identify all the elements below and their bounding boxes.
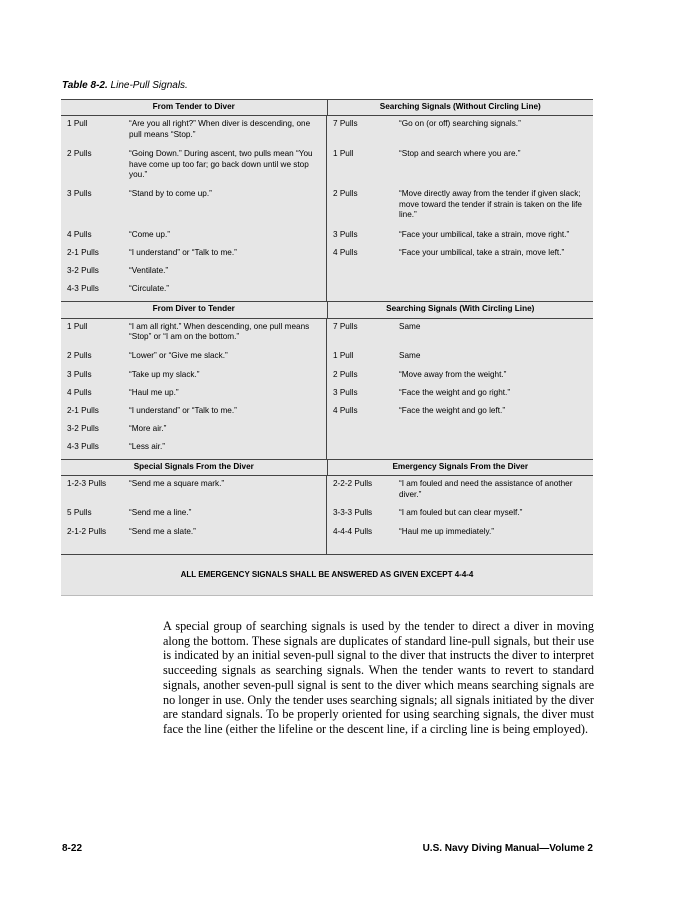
table-row [61, 406, 326, 424]
signal-pulls: 3-2 Pulls [67, 423, 99, 433]
signal-meaning: “Face your umbilical, take a strain, move left.” [399, 248, 565, 258]
table-row [61, 322, 326, 351]
table-row [327, 479, 593, 508]
table-title: Line-Pull Signals. [110, 80, 188, 91]
table-section [61, 476, 593, 555]
signal-meaning: “Stop and search where you are.” [399, 149, 521, 159]
line-pull-signals-table [61, 99, 593, 596]
column-header-left: Special Signals From the Diver [61, 460, 328, 475]
signal-meaning: “Go on (or off) searching signals.” [399, 119, 521, 129]
table-note: ALL EMERGENCY SIGNALS SHALL BE ANSWERED AS GIVEN EXCEPT 4-4-4 [61, 555, 593, 596]
column-header-right: Searching Signals (Without Circling Line) [379, 102, 541, 111]
signal-meaning: “Come up.” [129, 230, 170, 240]
table-row [61, 370, 326, 388]
signal-meaning: “Send me a line.” [129, 508, 192, 518]
table-row [327, 406, 593, 424]
signal-meaning: “Are you all right?” When diver is descending, one pull means “Stop.” [129, 119, 311, 139]
table-row [61, 527, 326, 540]
page-number: 8-22 [62, 843, 83, 854]
signal-pulls: 7 Pulls [333, 321, 358, 331]
right-column [327, 476, 593, 554]
signal-meaning: “Face the weight and go left.” [399, 405, 506, 415]
signal-meaning: “I understand” or “Talk to me.” [129, 405, 237, 415]
signal-pulls: 4-3 Pulls [67, 284, 99, 294]
signal-pulls: 4-4-4 Pulls [333, 527, 373, 537]
column-header-left: From Tender to Diver [61, 100, 328, 115]
table-row [61, 388, 326, 406]
table-row [327, 248, 593, 266]
signal-meaning: “Haul me up.” [129, 387, 179, 397]
table-row [61, 189, 326, 230]
table-row [61, 508, 326, 527]
section-header [61, 100, 593, 116]
table-row [61, 351, 326, 370]
table-section [61, 116, 593, 302]
document-title: U.S. Navy Diving Manual—Volume 2 [422, 843, 593, 854]
signal-pulls: 7 Pulls [333, 119, 358, 129]
signal-meaning: “Send me a square mark.” [129, 479, 225, 489]
signal-pulls: 2-1-2 Pulls [67, 527, 107, 537]
table-row [327, 189, 593, 230]
table-row [327, 351, 593, 370]
right-column [327, 319, 593, 459]
signal-pulls: 2 Pulls [333, 369, 358, 379]
signal-pulls: 4-3 Pulls [67, 441, 99, 451]
signal-pulls: 5 Pulls [67, 508, 92, 518]
signal-meaning: “Face the weight and go right.” [399, 387, 511, 397]
signal-meaning: “Less air.” [129, 441, 165, 451]
signal-meaning: “Circulate.” [129, 284, 170, 294]
table-row [327, 119, 593, 149]
signal-meaning: “I am fouled and need the assistance of another diver.” [399, 479, 573, 499]
column-header-right: Searching Signals (With Circling Line) [386, 304, 535, 314]
signal-meaning: “Move directly away from the tender if given slack; move toward the tender if strain is taken on the life line.” [399, 189, 582, 220]
table-row [61, 284, 326, 297]
signal-meaning: “Face your umbilical, take a strain, move right.” [399, 230, 570, 240]
table-row [61, 442, 326, 455]
table-row [61, 266, 326, 284]
signal-meaning: “I am fouled but can clear myself.” [399, 508, 523, 518]
table-caption [62, 80, 188, 91]
body-paragraph: A special group of searching signals is used by the tender to direct a diver in moving along the bottom. These signals are duplicates of standard line-pull signals, but their use is indicated by an initial seven-pull signal to the diver that instructs the diver to interpret succeeding signals as searching signals. When the tender wants to revert to standard signals, another seven-pull signal is sent to the diver which means searching signals are no longer in use. Only the tender uses searching signals; all signals initiated by the diver are standard signals. To be properly oriented for using searching signals, the diver must face the line (either the lifeline or the descent line, if a circling line is being employed). [163, 619, 594, 736]
signal-pulls: 2-1 Pulls [67, 405, 99, 415]
signal-pulls: 3 Pulls [67, 189, 92, 199]
signal-pulls: 4 Pulls [333, 405, 358, 415]
signal-meaning: “I understand” or “Talk to me.” [129, 248, 237, 258]
signal-pulls: 2 Pulls [67, 149, 92, 159]
signal-pulls: 2 Pulls [333, 189, 358, 199]
signal-meaning: “Move away from the weight.” [399, 369, 507, 379]
signal-pulls: 1-2-3 Pulls [67, 479, 107, 489]
signal-meaning: Same [399, 350, 421, 360]
table-row [327, 388, 593, 406]
section-header [61, 302, 593, 318]
table-row [327, 230, 593, 248]
table-row [61, 230, 326, 248]
signal-pulls: 3 Pulls [333, 387, 358, 397]
column-header-right: Emergency Signals From the Diver [392, 461, 529, 471]
signal-pulls: 2-1 Pulls [67, 248, 99, 258]
right-column [327, 116, 593, 301]
signal-meaning: “Send me a slate.” [129, 527, 196, 537]
table-row [327, 370, 593, 388]
table-row [327, 527, 593, 540]
signal-pulls: 3 Pulls [333, 230, 358, 240]
signal-meaning: “Haul me up immediately.” [399, 527, 494, 537]
table-section [61, 319, 593, 460]
left-column [61, 476, 327, 554]
section-header [61, 460, 593, 476]
signal-meaning: “Going Down.” During ascent, two pulls mean “You have come up too far; go back down until we stop you.” [129, 149, 313, 180]
signal-pulls: 4 Pulls [67, 387, 92, 397]
signal-meaning: “Stand by to come up.” [129, 189, 212, 199]
signal-meaning: Same [399, 321, 421, 331]
table-row [61, 149, 326, 189]
signal-pulls: 2 Pulls [67, 350, 92, 360]
signal-meaning: “Ventilate.” [129, 266, 169, 276]
table-row [61, 479, 326, 508]
table-row [327, 149, 593, 189]
table-row [327, 322, 593, 351]
signal-pulls: 3-3-3 Pulls [333, 508, 373, 518]
table-row [61, 424, 326, 442]
signal-pulls: 1 Pull [67, 321, 88, 331]
signal-meaning: “I am all right.” When descending, one pull means “Stop” or “I am on the bottom.” [129, 321, 310, 342]
signal-pulls: 2-2-2 Pulls [333, 479, 373, 489]
table-row [61, 119, 326, 149]
signal-pulls: 1 Pull [333, 149, 354, 159]
signal-meaning: “Lower” or “Give me slack.” [129, 350, 228, 360]
signal-meaning: “Take up my slack.” [129, 369, 200, 379]
column-header-left: From Diver to Tender [61, 302, 328, 317]
signal-pulls: 1 Pull [67, 119, 88, 129]
left-column [61, 116, 327, 301]
table-row [327, 508, 593, 527]
signal-pulls: 3-2 Pulls [67, 266, 99, 276]
table-row [61, 248, 326, 266]
signal-pulls: 1 Pull [333, 350, 354, 360]
signal-pulls: 4 Pulls [333, 248, 358, 258]
left-column [61, 319, 327, 459]
signal-pulls: 3 Pulls [67, 369, 92, 379]
signal-meaning: “More air.” [129, 423, 167, 433]
signal-pulls: 4 Pulls [67, 230, 92, 240]
table-number: Table 8-2. [62, 80, 108, 91]
